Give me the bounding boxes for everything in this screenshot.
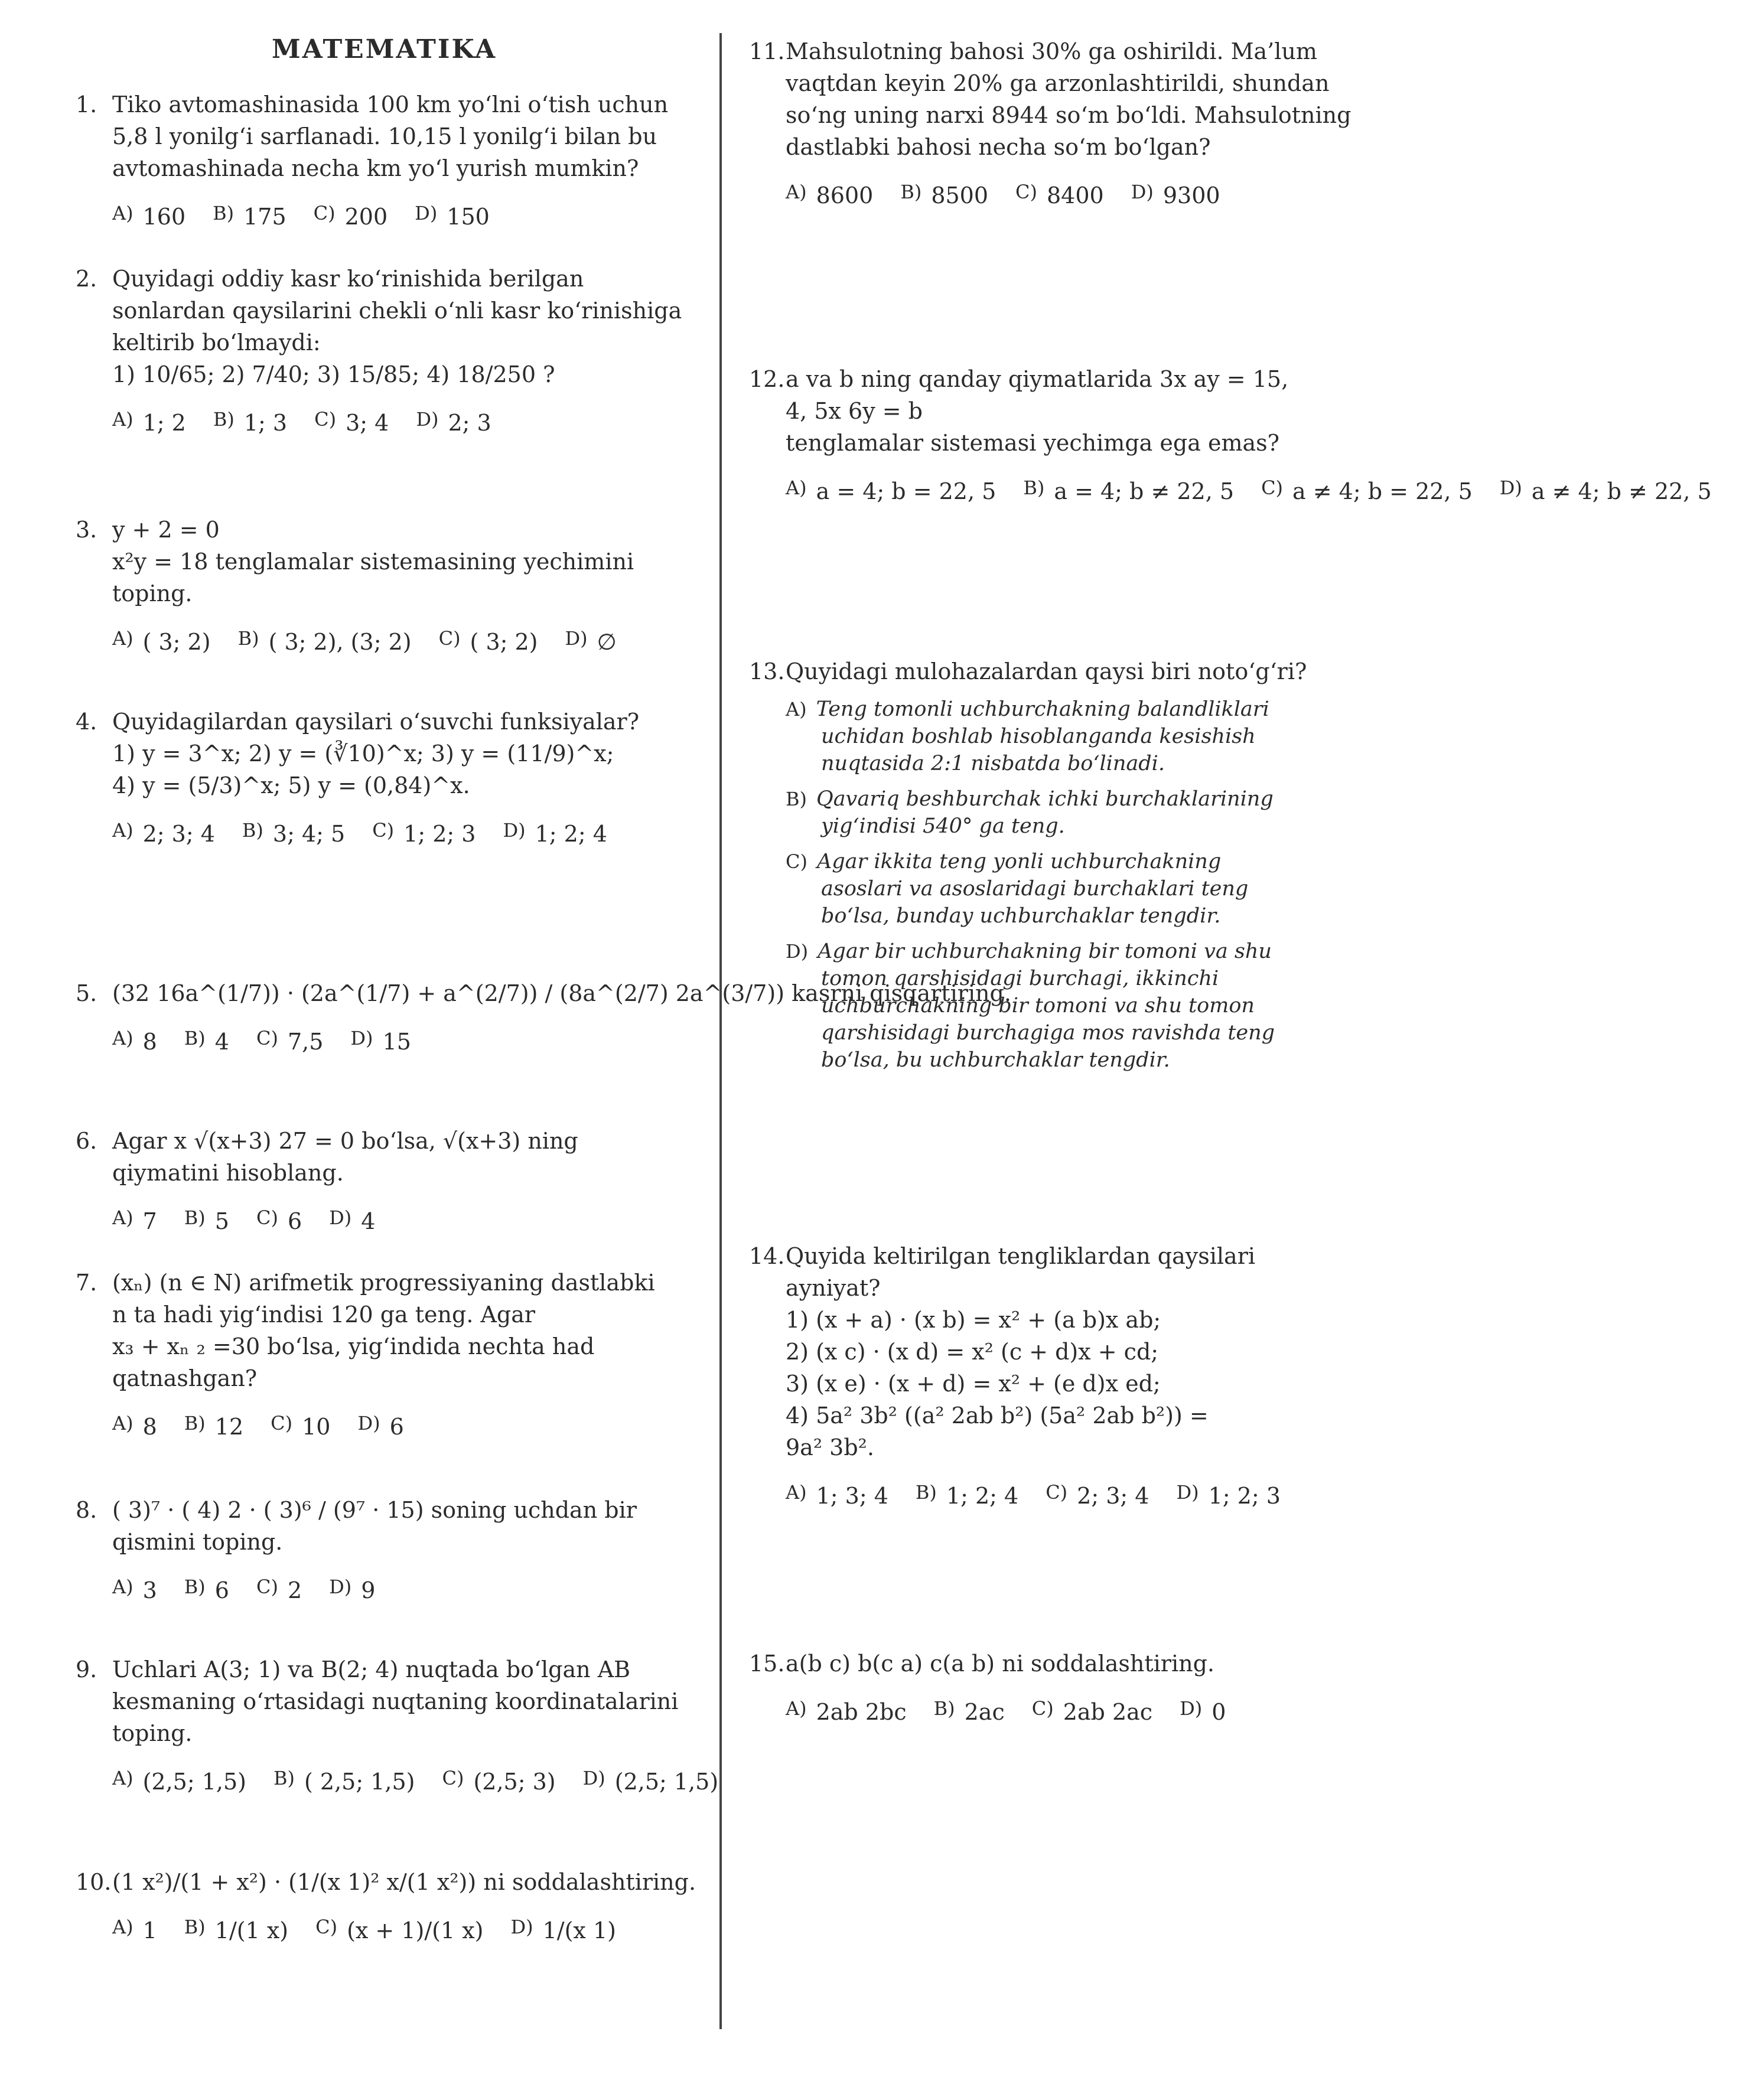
answer-option[interactable] <box>256 1022 323 1058</box>
answer-option[interactable] <box>314 197 388 233</box>
option-text: 6 <box>389 1414 404 1440</box>
question-text-line: toping. <box>112 1720 193 1746</box>
question-text-line: qismini toping. <box>112 1529 283 1555</box>
option-text: 12 <box>214 1414 244 1440</box>
option-text: ( 2,5; 1,5) <box>304 1769 415 1795</box>
option-line <box>786 938 1307 965</box>
answer-option[interactable] <box>439 622 538 658</box>
answer-option[interactable] <box>1500 472 1712 507</box>
option-line <box>786 1046 1307 1074</box>
answer-option[interactable] <box>415 197 490 233</box>
question-text-line: 4) 5a² 3b² ((a² 2ab b²) (5a² 2ab b²)) = <box>786 1403 1209 1429</box>
option-letter: B) <box>242 819 263 842</box>
answer-option[interactable] <box>273 1762 415 1798</box>
option-letter: C) <box>438 627 461 650</box>
option-letter: A) <box>112 202 133 224</box>
answer-option[interactable] <box>357 1407 403 1443</box>
question-text-line: 1) (x + a) · (x b) = x² + (a b)x ab; <box>786 1307 1161 1333</box>
question-text-line: 4) y = (5/3)^x; 5) y = (0,84)^x. <box>112 772 470 798</box>
question-number: 13. <box>749 658 785 684</box>
option-text: 8600 <box>816 182 874 208</box>
option-text: 0 <box>1212 1699 1226 1725</box>
option-letter: B) <box>915 1481 937 1504</box>
option-letter: C) <box>313 202 336 224</box>
option-text: 160 <box>142 204 186 230</box>
option-text: (x + 1)/(1 x) <box>347 1918 484 1944</box>
answer-options <box>112 1762 745 1798</box>
question-text-line: Quyidagi oddiy kasr ko‘rinishida berilgan <box>112 266 584 292</box>
question-number: 8. <box>76 1497 97 1523</box>
option-line <box>786 875 1307 902</box>
question-text-line: Uchlari A(3; 1) va B(2; 4) nuqtada bo‘lgan AB <box>112 1656 631 1682</box>
option-text: 8400 <box>1047 182 1104 208</box>
option-letter: C) <box>1031 1697 1054 1720</box>
option-text: ( 3; 2), (3; 2) <box>268 629 412 655</box>
answer-option[interactable] <box>1131 176 1220 211</box>
option-letter: C) <box>256 1027 278 1049</box>
question-number: 15. <box>749 1651 785 1677</box>
question-text-line: dastlabki bahosi necha so‘m bo‘lgan? <box>786 134 1211 160</box>
question-text-line: vaqtdan keyin 20% ga arzonlashtirildi, shundan <box>786 70 1330 96</box>
answer-option[interactable] <box>786 1693 907 1728</box>
answer-option[interactable] <box>786 848 1307 930</box>
question-number: 10. <box>76 1869 112 1895</box>
option-text: a ≠ 4; b ≠ 22, 5 <box>1531 478 1712 504</box>
answer-option[interactable] <box>583 1762 719 1798</box>
option-line <box>786 1019 1307 1046</box>
option-letter: A) <box>112 819 133 842</box>
option-text: nuqtasida 2:1 nisbatda bo‘linadi. <box>821 752 1165 775</box>
option-text: 2; 3; 4 <box>142 821 215 847</box>
question-text-line: qatnashgan? <box>112 1365 258 1391</box>
option-text: uchidan boshlab hisoblanganda kesishish <box>821 725 1256 748</box>
question-number: 5. <box>76 980 97 1006</box>
option-letter: A) <box>112 1412 133 1434</box>
answer-options <box>112 1571 637 1606</box>
option-text: 9300 <box>1162 182 1220 208</box>
question-text-line: a va b ning qanday qiymatlarida 3x ay = 15, <box>786 366 1289 392</box>
question-text-line: Agar x √(x+3) 27 = 0 bo‘lsa, √(x+3) ning <box>112 1128 578 1154</box>
option-letter: D) <box>329 1576 352 1598</box>
question-number: 1. <box>76 92 97 118</box>
question-text-line: (1 x²)/(1 + x²) · (1/(x 1)² x/(1 x²)) ni soddalashtiring. <box>112 1869 696 1895</box>
option-letter: A) <box>786 1481 807 1504</box>
option-letter: D) <box>329 1206 352 1229</box>
option-letter: A) <box>786 698 807 720</box>
option-text: 1/(x 1) <box>542 1918 616 1944</box>
option-letter: B) <box>273 1767 295 1789</box>
option-text: (2,5; 1,5) <box>142 1769 246 1795</box>
question-text-line: qiymatini hisoblang. <box>112 1160 344 1186</box>
answer-options <box>786 1693 1253 1728</box>
question-number: 2. <box>76 266 97 292</box>
question-text-line: ayniyat? <box>786 1275 881 1301</box>
answer-option[interactable] <box>565 622 617 658</box>
answer-option[interactable] <box>350 1022 411 1058</box>
question-number: 4. <box>76 709 97 735</box>
option-text: (2,5; 3) <box>473 1769 556 1795</box>
answer-option[interactable] <box>786 938 1307 1074</box>
option-text: 8500 <box>931 182 989 208</box>
option-line <box>786 723 1307 750</box>
answer-option[interactable] <box>112 197 185 233</box>
option-letter: D) <box>1176 1481 1199 1504</box>
answer-options <box>112 814 639 850</box>
answer-option[interactable] <box>786 472 996 507</box>
answer-option[interactable] <box>112 1911 157 1946</box>
option-letter: A) <box>112 1027 133 1049</box>
answer-option[interactable] <box>314 403 389 439</box>
question-text-line: 2) (x c) · (x d) = x² (c + d)x + cd; <box>786 1339 1159 1365</box>
option-letter: D) <box>786 940 809 963</box>
option-letter: C) <box>442 1767 464 1789</box>
option-letter: C) <box>256 1206 278 1229</box>
option-letter: D) <box>357 1412 380 1434</box>
option-line <box>786 785 1307 813</box>
option-line <box>786 750 1307 777</box>
answer-option[interactable] <box>416 403 491 439</box>
option-letter: B) <box>184 1412 206 1434</box>
option-text: yig‘indisi 540° ga teng. <box>821 814 1065 838</box>
answer-option[interactable] <box>916 1476 1018 1512</box>
option-letter: A) <box>786 477 807 499</box>
option-text: 1; 2 <box>142 410 186 436</box>
answer-option[interactable] <box>112 1202 157 1237</box>
option-letter: B) <box>1023 477 1045 499</box>
answer-option[interactable] <box>271 1407 330 1443</box>
answer-options <box>112 1202 578 1237</box>
option-letter: C) <box>315 1916 338 1938</box>
question-text-line: 1) 10/65; 2) 7/40; 3) 15/85; 4) 18/250 ? <box>112 361 555 387</box>
answer-option[interactable] <box>112 1407 157 1443</box>
question-text-line: y + 2 = 0 <box>112 517 220 543</box>
option-letter: A) <box>786 181 807 203</box>
option-letter: B) <box>184 1027 206 1049</box>
question-text-line: Quyida keltirilgan tengliklardan qaysilari <box>786 1243 1256 1269</box>
option-letter: B) <box>184 1206 206 1229</box>
question-number: 9. <box>76 1656 97 1682</box>
option-text: 175 <box>243 204 286 230</box>
option-text: bo‘lsa, bu uchburchaklar tengdir. <box>821 1048 1170 1072</box>
answer-option[interactable] <box>256 1571 302 1606</box>
question-14 <box>749 1240 1308 1512</box>
option-letter: B) <box>900 181 922 203</box>
question-4 <box>76 706 640 850</box>
question-text-line: Quyidagilardan qaysilari o‘suvchi funksiyalar? <box>112 709 640 735</box>
answer-option[interactable] <box>329 1571 375 1606</box>
answer-option[interactable] <box>442 1762 555 1798</box>
answer-option[interactable] <box>213 197 286 233</box>
option-text: 4 <box>361 1208 376 1234</box>
answer-option[interactable] <box>510 1911 616 1946</box>
question-6 <box>76 1125 578 1237</box>
option-line <box>786 965 1307 992</box>
option-letter: B) <box>786 788 807 810</box>
option-text: a = 4; b = 22, 5 <box>816 478 996 504</box>
option-text: 15 <box>382 1029 411 1055</box>
option-text: 1; 3 <box>243 410 288 436</box>
answer-option[interactable] <box>1023 472 1234 507</box>
option-letter: C) <box>1261 477 1284 499</box>
option-text: 200 <box>344 204 388 230</box>
option-text: a = 4; b ≠ 22, 5 <box>1054 478 1235 504</box>
option-letter: A) <box>786 1697 807 1720</box>
option-text: 1; 2; 3 <box>403 821 476 847</box>
option-text: 9 <box>361 1577 376 1603</box>
answer-option[interactable] <box>1032 1693 1152 1728</box>
option-line <box>786 696 1307 723</box>
option-text: 2ab 2ac <box>1063 1699 1153 1725</box>
question-text-line: sonlardan qaysilarini chekli o‘nli kasr ko‘rinishiga <box>112 298 682 324</box>
option-text: 3; 4; 5 <box>272 821 346 847</box>
option-letter: B) <box>184 1576 206 1598</box>
answer-options <box>112 403 682 439</box>
question-text-line: 9a² 3b². <box>786 1434 874 1460</box>
answer-option[interactable] <box>112 1571 157 1606</box>
page-title: MATEMATIKA <box>272 34 497 64</box>
option-text: 6 <box>214 1577 229 1603</box>
option-text: 1; 2; 3 <box>1208 1483 1281 1509</box>
question-text-line: 4, 5x 6y = b <box>786 398 923 424</box>
question-text-line: 3) (x e) · (x + d) = x² + (e d)x ed; <box>786 1371 1161 1397</box>
question-text-line: n ta hadi yig‘indisi 120 ga teng. Agar <box>112 1302 536 1328</box>
option-text: 6 <box>287 1208 302 1234</box>
option-text: 8 <box>142 1029 157 1055</box>
answer-option[interactable] <box>242 814 345 850</box>
question-8 <box>76 1494 637 1606</box>
question-10 <box>76 1866 696 1946</box>
option-text: 1/(1 x) <box>214 1918 289 1944</box>
answer-options <box>112 622 644 658</box>
question-number: 7. <box>76 1270 97 1296</box>
answer-option[interactable] <box>1180 1693 1226 1728</box>
option-line <box>786 902 1307 930</box>
option-text: 10 <box>302 1414 331 1440</box>
question-11 <box>749 35 1352 211</box>
answer-option[interactable] <box>1176 1476 1280 1512</box>
option-line <box>786 813 1307 840</box>
answer-option[interactable] <box>184 1407 243 1443</box>
option-text: 2 <box>287 1577 302 1603</box>
option-text: a ≠ 4; b = 22, 5 <box>1292 478 1473 504</box>
option-letter: C) <box>1015 181 1037 203</box>
option-text: 1; 2; 4 <box>946 1483 1019 1509</box>
answer-option[interactable] <box>315 1911 483 1946</box>
option-text: ( 3; 2) <box>470 629 538 655</box>
option-text: 7,5 <box>287 1029 324 1055</box>
option-text: tomon qarshisidagi burchagi, ikkinchi <box>821 967 1219 990</box>
question-3 <box>76 514 644 658</box>
option-text: Agar ikkita teng yonli uchburchakning <box>816 850 1222 873</box>
question-number: 12. <box>749 366 785 392</box>
question-text-line: 1) y = 3^x; 2) y = (∛10)^x; 3) y = (11/9)^x; <box>112 741 614 767</box>
option-text: qarshisidagi burchagiga mos ravishda teng <box>821 1021 1275 1045</box>
option-letter: A) <box>112 408 133 431</box>
option-text: 7 <box>142 1208 157 1234</box>
answer-options <box>786 176 1351 211</box>
question-12 <box>749 363 1739 507</box>
option-text: ( 3; 2) <box>142 629 211 655</box>
option-letter: C) <box>786 850 807 873</box>
option-letter: C) <box>372 819 395 842</box>
question-text-line: Mahsulotning bahosi 30% ga oshirildi. Ma’lum <box>786 38 1317 64</box>
answer-option[interactable] <box>329 1202 375 1237</box>
option-text: Teng tomonli uchburchakning balandliklari <box>816 697 1269 721</box>
option-text: 1; 3; 4 <box>816 1483 888 1509</box>
answer-option[interactable] <box>184 1911 288 1946</box>
option-letter: C) <box>314 408 337 431</box>
option-text: Qavariq beshburchak ichki burchaklarining <box>816 787 1274 811</box>
question-15 <box>749 1648 1253 1728</box>
option-letter: C) <box>1046 1481 1068 1504</box>
question-text-line: (xₙ) (n ∈ N) arifmetik progressiyaning dastlabki <box>112 1270 655 1296</box>
answer-options <box>786 1476 1308 1512</box>
answer-option[interactable] <box>184 1202 229 1237</box>
question-text-line: avtomashinada necha km yo‘l yurish mumkin? <box>112 155 639 181</box>
answer-option[interactable] <box>786 176 873 211</box>
option-letter: B) <box>184 1916 206 1938</box>
option-text: bo‘lsa, bunday uchburchaklar tengdir. <box>821 904 1221 928</box>
question-text-line: 5,8 l yonilg‘i sarflanadi. 10,15 l yonilg‘i bilan bu <box>112 123 657 149</box>
option-letter: D) <box>1131 181 1154 203</box>
question-text-line: keltirib bo‘lmaydi: <box>112 330 321 356</box>
option-letter: D) <box>416 408 439 431</box>
answer-option[interactable] <box>934 1693 1005 1728</box>
option-text: ∅ <box>597 629 617 655</box>
answer-option[interactable] <box>184 1022 229 1058</box>
question-text-line: a(b c) b(c a) c(a b) ni soddalashtiring. <box>786 1651 1215 1677</box>
question-7 <box>76 1267 655 1443</box>
option-letter: D) <box>510 1916 533 1938</box>
answer-options <box>112 1911 696 1946</box>
question-1 <box>76 89 669 233</box>
question-text-line: (32 16a^(1/7)) · (2a^(1/7) + a^(2/7)) / (8a^(2/7) 2a^(3/7)) kasrni qisqartiring. <box>112 980 1011 1006</box>
answer-option[interactable] <box>112 403 186 439</box>
option-letter: A) <box>112 1576 133 1598</box>
answer-option[interactable] <box>184 1571 229 1606</box>
question-text-line: Quyidagi mulohazalardan qaysi biri noto‘g‘ri? <box>786 658 1307 684</box>
question-text-line: Tiko avtomashinasida 100 km yo‘lni o‘tish uchun <box>112 92 669 118</box>
option-letter: D) <box>565 627 588 650</box>
answer-option[interactable] <box>1015 176 1104 211</box>
option-letter: A) <box>112 1767 133 1789</box>
option-letter: D) <box>1499 477 1522 499</box>
option-letter: B) <box>237 627 259 650</box>
option-letter: C) <box>271 1412 293 1434</box>
option-letter: D) <box>582 1767 605 1789</box>
option-text: 8 <box>142 1414 157 1440</box>
option-letter: D) <box>415 202 438 224</box>
option-letter: A) <box>112 627 133 650</box>
option-letter: B) <box>213 408 235 431</box>
question-text-line: x²y = 18 tenglamalar sistemasining yechimini <box>112 549 634 575</box>
answer-option[interactable] <box>112 1762 246 1798</box>
answer-option[interactable] <box>112 1022 157 1058</box>
answer-option[interactable] <box>1261 472 1473 507</box>
answer-options <box>786 472 1739 507</box>
answer-option[interactable] <box>786 696 1307 777</box>
option-text: 2; 3; 4 <box>1077 1483 1149 1509</box>
option-letter: A) <box>112 1916 133 1938</box>
option-text: 1 <box>142 1918 157 1944</box>
question-text-line: so‘ng uning narxi 8944 so‘m bo‘ldi. Mahsulotning <box>786 102 1352 128</box>
option-text: 1; 2; 4 <box>535 821 607 847</box>
option-letter: D) <box>350 1027 373 1049</box>
answer-option[interactable] <box>112 622 211 658</box>
option-text: uchburchakning bir tomoni va shu tomon <box>821 994 1255 1018</box>
option-text: 5 <box>214 1208 229 1234</box>
option-letter: D) <box>503 819 526 842</box>
answer-option[interactable] <box>786 1476 888 1512</box>
option-line <box>786 992 1307 1019</box>
answer-option[interactable] <box>238 622 412 658</box>
option-text: 150 <box>447 204 490 230</box>
option-text: 3 <box>142 1577 157 1603</box>
option-text: (2,5; 1,5) <box>614 1769 719 1795</box>
question-number: 11. <box>749 38 785 64</box>
question-text-line: toping. <box>112 581 193 606</box>
answer-option[interactable] <box>372 814 476 850</box>
answer-option[interactable] <box>256 1202 302 1237</box>
answer-option[interactable] <box>503 814 607 850</box>
question-text-line: kesmaning o‘rtasidagi nuqtaning koordinatalarini <box>112 1688 679 1714</box>
option-letter: B) <box>933 1697 955 1720</box>
answer-option[interactable] <box>900 176 988 211</box>
answer-options <box>112 197 668 233</box>
question-9 <box>76 1654 745 1798</box>
answer-options <box>112 1407 655 1443</box>
question-text-line: x₃ + xₙ ₂ =30 bo‘lsa, yig‘indida nechta had <box>112 1333 595 1359</box>
option-letter: C) <box>256 1576 278 1598</box>
answer-option[interactable] <box>1046 1476 1149 1512</box>
question-text-line: ( 3)⁷ · ( 4) 2 · ( 3)⁶ / (9⁷ · 15) soning uchdan bir <box>112 1497 637 1523</box>
option-text: 3; 4 <box>346 410 389 436</box>
question-text-line: tenglamalar sistemasi yechimga ega emas? <box>786 430 1279 456</box>
option-text: 2ac <box>964 1699 1005 1725</box>
question-number: 3. <box>76 517 97 543</box>
option-line <box>786 848 1307 875</box>
question-number: 6. <box>76 1128 97 1154</box>
option-letter: D) <box>1180 1697 1203 1720</box>
option-text: asoslari va asoslaridagi burchaklari teng <box>821 877 1249 901</box>
option-text: 4 <box>214 1029 229 1055</box>
question-number: 14. <box>749 1243 785 1269</box>
answer-option[interactable] <box>112 814 215 850</box>
question-2 <box>76 263 682 439</box>
option-letter: B) <box>213 202 235 224</box>
answer-option[interactable] <box>786 785 1307 840</box>
option-text: 2ab 2bc <box>816 1699 907 1725</box>
answer-option[interactable] <box>213 403 287 439</box>
question-13 <box>749 656 1307 1074</box>
option-text: Agar bir uchburchakning bir tomoni va shu <box>818 940 1272 963</box>
option-text: 2; 3 <box>448 410 491 436</box>
option-letter: A) <box>112 1206 133 1229</box>
